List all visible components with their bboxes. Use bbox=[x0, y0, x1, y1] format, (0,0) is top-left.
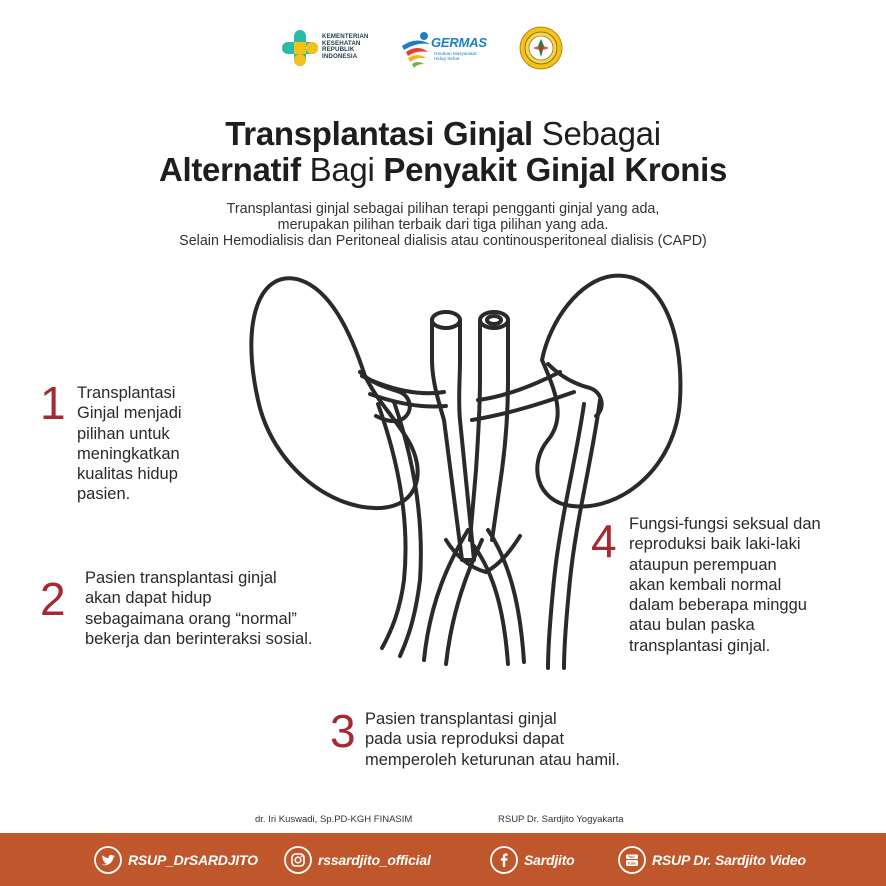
point-line: transplantasi ginjal. bbox=[629, 636, 771, 655]
right-kidney bbox=[537, 276, 680, 507]
renal-vessel-right-upper bbox=[478, 372, 560, 400]
point-line: meningkatkan bbox=[77, 444, 180, 463]
twitter-link[interactable] bbox=[94, 846, 258, 874]
point-text-2 bbox=[85, 568, 312, 649]
point-number: 4 bbox=[591, 515, 617, 567]
title-bold: Alternatif bbox=[158, 151, 301, 188]
twitter-handle: RSUP_DrSARDJITO bbox=[128, 852, 258, 868]
youtube-handle: RSUP Dr. Sardjito Video bbox=[652, 852, 806, 868]
social-footer bbox=[0, 833, 886, 886]
point-line: memperoleh keturunan atau hamil. bbox=[365, 750, 620, 769]
kemenkes-line: KESEHATAN bbox=[322, 39, 361, 47]
point-line: Pasien transplantasi ginjal bbox=[85, 569, 277, 587]
point-line: Ginjal menjadi bbox=[77, 404, 182, 423]
youtube-link[interactable] bbox=[618, 846, 818, 874]
facebook-link[interactable] bbox=[490, 846, 590, 874]
point-line: dalam beberapa minggu bbox=[629, 596, 807, 615]
svg-text:You: You bbox=[628, 855, 635, 860]
point-line: sebagaimana orang “normal” bbox=[85, 609, 297, 628]
instagram-link[interactable] bbox=[284, 846, 444, 874]
point-line: atau bulan paska bbox=[629, 616, 755, 635]
title-bold: Transplantasi Ginjal bbox=[225, 115, 533, 152]
point-line: Fungsi-fungsi seksual dan bbox=[629, 515, 821, 533]
kemenkes-line: KEMENTERIAN bbox=[322, 33, 369, 40]
youtube-icon bbox=[618, 846, 646, 874]
point-line: pilihan untuk bbox=[77, 424, 170, 443]
subtitle-line: Selain Hemodialisis dan Peritoneal dialisis atau continousperitoneal dialisis (CAPD) bbox=[179, 233, 707, 249]
point-number: 2 bbox=[40, 573, 66, 625]
point-line: reproduksi baik laki-laki bbox=[629, 535, 801, 554]
kemenkes-line: INDONESIA bbox=[322, 52, 358, 60]
point-line: ataupun perempuan bbox=[629, 555, 777, 574]
point-line: kualitas hidup bbox=[77, 465, 178, 484]
germas-subtitle-line: Gerakan Masyarakat bbox=[434, 51, 477, 56]
left-ureter-inner bbox=[394, 402, 421, 656]
point-text-1 bbox=[77, 383, 182, 505]
point-text-3 bbox=[365, 709, 620, 770]
title-light: Bagi bbox=[309, 151, 375, 188]
title-bold: Penyakit Ginjal Kronis bbox=[383, 151, 728, 188]
subtitle-line: merupakan pilihan terbaik dari tiga pilihan yang ada. bbox=[277, 217, 609, 233]
left-kidney bbox=[251, 278, 417, 508]
facebook-icon bbox=[490, 846, 518, 874]
aorta bbox=[470, 322, 508, 540]
point-number: 3 bbox=[330, 705, 356, 757]
title-light: Sebagai bbox=[541, 115, 661, 152]
kemenkes-line: REPUBLIK bbox=[322, 46, 355, 54]
point-line: akan dapat hidup bbox=[85, 589, 212, 608]
point-line: pada usia reproduksi dapat bbox=[365, 730, 565, 749]
point-line: Pasien transplantasi ginjal bbox=[365, 710, 557, 728]
point-number: 1 bbox=[40, 377, 66, 429]
instagram-icon bbox=[284, 846, 312, 874]
hospital-credit: RSUP Dr. Sardjito Yogyakarta bbox=[498, 814, 624, 825]
vena-cava bbox=[432, 320, 474, 560]
iliac-right-inner bbox=[474, 546, 508, 664]
point-line: Transplantasi bbox=[77, 384, 176, 402]
subtitle-line: Transplantasi ginjal sebagai pilihan terapi pengganti ginjal yang ada, bbox=[226, 201, 660, 217]
aorta-lumen bbox=[487, 316, 501, 324]
instagram-handle: rssardjito_official bbox=[318, 852, 431, 868]
svg-text:Tube: Tube bbox=[627, 861, 637, 866]
point-text-4 bbox=[629, 514, 821, 656]
germas-title: GERMAS bbox=[431, 35, 487, 50]
germas-subtitle-line: Hidup Sehat bbox=[434, 56, 460, 61]
author-credit: dr. Iri Kuswadi, Sp.PD-KGH FINASIM bbox=[255, 814, 413, 825]
point-line: pasien. bbox=[77, 485, 131, 504]
facebook-handle: Sardjito bbox=[524, 852, 575, 868]
point-line: akan kembali normal bbox=[629, 575, 782, 594]
twitter-icon bbox=[94, 846, 122, 874]
vena-cava-top bbox=[432, 312, 460, 328]
left-ureter bbox=[378, 404, 406, 648]
point-line: bekerja dan berinteraksi sosial. bbox=[85, 629, 313, 648]
